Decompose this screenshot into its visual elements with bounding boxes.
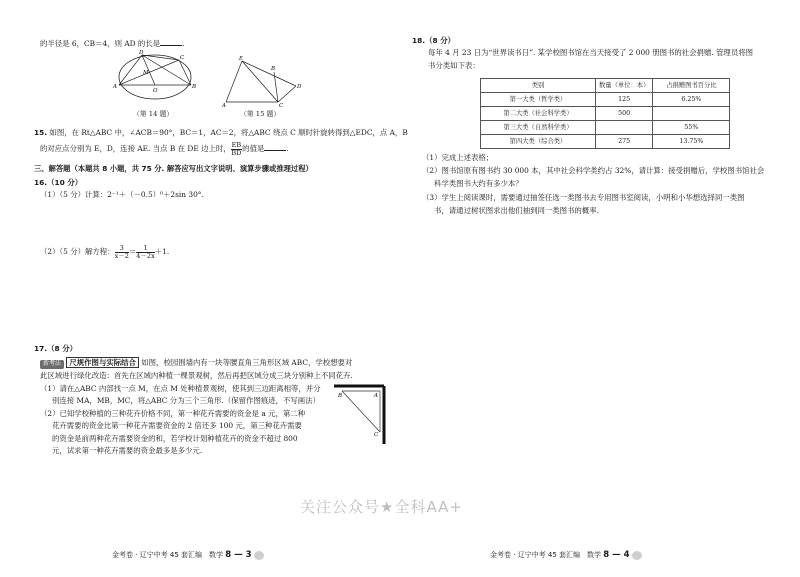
fraction: $\frac{EB}{BD}$ (231, 141, 242, 157)
table-row (481, 93, 730, 107)
fraction: $\frac{3}{x-2}$ (114, 244, 129, 260)
answer-blank (160, 37, 182, 46)
q17-part2b: 花卉需要的资金比第一种花卉需要资金的 2 倍还多 100 元，第三种花卉需要 (52, 421, 302, 430)
table-cell: 13.75% (653, 135, 730, 149)
q17-line2: 此区域进行绿化改造：首先在区域内种植一棵景观树，然后再把区域分成三块分别种上不同花卉. (40, 371, 353, 380)
q15-line1: 15. 如图，在 Rt△ABC 中，∠ACB＝90°，BC＝1，AC＝2，将△ABC 绕点 C 顺时针旋转得到△EDC，点 A，B (34, 128, 408, 137)
q17-part1b: 别连接 MA，MB，MC，将△ABC 分为三个三角形.（保留作图痕迹，不写画法） (52, 396, 320, 405)
table-cell: 第一大类（哲学类） (481, 93, 596, 107)
page-number: 8 — 4 (603, 550, 630, 560)
fig17-label: C (374, 432, 379, 438)
fig14-label: B (192, 84, 197, 90)
figure-15 (222, 56, 308, 108)
fig15-label: A (222, 103, 226, 108)
q18-line1: 每年 4 月 23 日为“世界读书日”. 某学校图书馆在当天接受了 2 000 册图书的社会捐赠. 管理员将图 (428, 48, 753, 57)
answer-blank (264, 142, 286, 151)
table-cell: 125 (596, 93, 653, 107)
q18-part3a: （3）学生上阅读课时，需要通过抽签任选一类图书去专用图书室阅读，小明和小华想选择同一类图 (422, 193, 745, 202)
logo-icon (254, 551, 264, 560)
table-cell: 6.25% (653, 93, 730, 107)
fig14-label: A (113, 84, 117, 90)
q16-header: 16.（10 分） (34, 178, 83, 187)
fig14-label: M (143, 70, 149, 76)
fig17-label: A (374, 393, 378, 399)
footer-right: 金考卷 · 辽宁中考 45 套汇编 数学 8 — 4 (490, 549, 642, 561)
q18-header: 18.（8 分） (412, 36, 455, 45)
topic-highlight: 尺规作图与实际结合 (66, 357, 139, 368)
figure-17 (332, 380, 388, 446)
right-page (400, 0, 800, 577)
fig17-label: B (338, 393, 343, 399)
table-header-row (481, 79, 730, 93)
q16-part1: （1）（5 分）计算：2⁻¹＋（－0.5）⁰＋2sin 30°. (40, 190, 204, 199)
q16-part2: （2）（5 分）解方程： $\frac{3}{x-2}$ ＝ $\frac{1}{4-2x}$ ＋1. (40, 244, 170, 260)
fraction: $\frac{1}{4-2x}$ (136, 244, 155, 260)
table-cell: 55% (653, 121, 730, 135)
q17-part2c: 的资金是前两种花卉需要资金的和，若学校计划种植花卉的资金不超过 800 (52, 434, 298, 443)
watermark-text: 关注公众号★全科AA+ (300, 498, 463, 516)
q17-header: 17.（8 分） (34, 344, 77, 353)
new-method-tag: 新考法 (40, 360, 64, 369)
q17-part2a: （2）已知学校种植的三种花卉价格不同，第一种花卉需要的资金是 a 元，第二种 (40, 409, 306, 418)
q17-line1: 新考法 尺规作图与实际结合 如图，校园围墙内有一块等腰直角三角形区域 ABC，学校想要对 (40, 358, 352, 369)
table-cell: 第四大类（综合类） (481, 135, 596, 149)
q18-part2a: （2）图书馆原有图书约 30 000 本，其中社会科学类约占 32%，请计算：接受捐赠后，学校图书馆社会 (422, 166, 765, 175)
q18-line2: 书分类如下表： (428, 61, 480, 70)
table-cell (653, 107, 730, 121)
q17-part2d: 元，试求第一种花卉需要的资金最多是多少元. (52, 446, 203, 455)
fig15-label: B (271, 66, 276, 72)
table-row (481, 135, 730, 149)
table-cell: 275 (596, 135, 653, 149)
fig14-label: O (153, 88, 158, 94)
q15-line2: 的对应点分别为 E，D，连接 AE. 当点 B 在 DE 边上时， $\frac{EB}{BD}$ 的值是 . (40, 141, 289, 157)
q18-part2b: 科学类图书大约有多少本？ (434, 179, 523, 188)
fig15-caption: （第 15 题） (240, 110, 281, 118)
table-header: 数量（单位：本） (596, 79, 653, 93)
q18-part1: （1）完成上述表格； (422, 153, 494, 162)
fig14-caption: （第 14 题） (133, 110, 174, 118)
table-cell (596, 121, 653, 135)
page-number: 8 — 3 (225, 550, 252, 560)
table-cell: 第二大类（社会科学类） (481, 107, 596, 121)
section-3-title: 三、解答题（本题共 8 小题，共 75 分. 解答应写出文字说明、演算步骤或推理过程） (34, 164, 313, 173)
footer-left: 金考卷 · 辽宁中考 45 套汇编 数学 8 — 3 (112, 549, 264, 561)
q14-tail: 的半径是 6，CB＝4，则 AD 的长是 . (40, 39, 185, 48)
table-row (481, 121, 730, 135)
table-header: 占捐赠图书百分比 (653, 79, 730, 93)
fig14-label: C (180, 55, 185, 61)
logo-icon (632, 551, 642, 560)
fig15-label: C (279, 103, 284, 108)
table-row (481, 107, 730, 121)
table-cell: 第三大类（自然科学类） (481, 121, 596, 135)
q17-part1a: （1）请在△ABC 内部找一点 M，在点 M 处种植景观树，使其到三边距离相等，并分 (40, 384, 321, 393)
table-header: 类别 (481, 79, 596, 93)
book-category-table (480, 78, 730, 149)
q18-part3b: 书，请通过树状图求出他们抽到同一类图书的概率. (434, 206, 599, 215)
figure-14 (112, 47, 198, 103)
table-cell: 500 (596, 107, 653, 121)
fig15-label: D (297, 84, 302, 90)
fig14-label: D (139, 50, 144, 56)
fig15-label: E (239, 56, 244, 62)
